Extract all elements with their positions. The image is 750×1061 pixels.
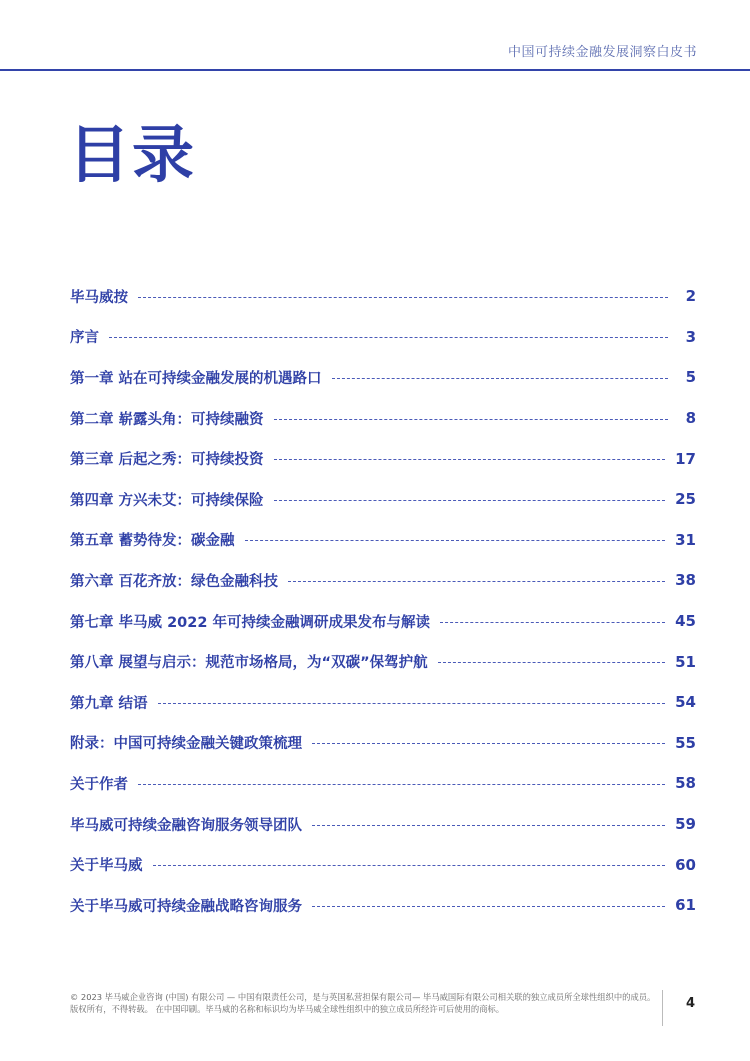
toc-entry-label: 附录：中国可持续金融关键政策梳理 xyxy=(70,736,302,753)
toc-entry[interactable] xyxy=(70,723,696,764)
toc-leader-dots xyxy=(109,337,668,338)
toc-entry-page: 54 xyxy=(675,693,696,712)
toc-leader-dots xyxy=(288,581,665,582)
toc-entry[interactable] xyxy=(70,276,696,317)
toc-entry-label: 关于毕马威可持续金融战略咨询服务 xyxy=(70,898,302,915)
toc-leader-dots xyxy=(153,865,666,866)
toc-leader-dots xyxy=(274,500,666,501)
toc-entry-label: 第七章 毕马威 2022 年可持续金融调研成果发布与解读 xyxy=(70,614,430,631)
toc-leader-dots xyxy=(332,378,668,379)
toc-entry[interactable] xyxy=(70,520,696,561)
toc-entry-label: 关于毕马威 xyxy=(70,858,143,875)
toc-entry[interactable] xyxy=(70,641,696,682)
toc-leader-dots xyxy=(138,784,665,785)
toc-entry[interactable] xyxy=(70,479,696,520)
toc-entry-page: 17 xyxy=(675,449,696,468)
toc-entry[interactable] xyxy=(70,398,696,439)
toc-leader-dots xyxy=(158,703,666,704)
toc-entry[interactable] xyxy=(70,357,696,398)
header-divider xyxy=(0,69,750,71)
document-title: 中国可持续金融发展洞察白皮书 xyxy=(507,45,697,60)
toc-entry-label: 序言 xyxy=(70,330,99,347)
toc-entry-page: 59 xyxy=(675,815,696,834)
toc-entry[interactable] xyxy=(70,438,696,479)
toc-entry[interactable] xyxy=(70,601,696,642)
toc-leader-dots xyxy=(312,825,665,826)
page-title: 目录 xyxy=(68,118,197,191)
toc-entry-label: 第四章 方兴未艾：可持续保险 xyxy=(70,492,264,509)
toc-entry-page: 61 xyxy=(675,896,696,915)
toc-entry-page: 45 xyxy=(675,612,696,631)
rights-line: 版权所有，不得转载。 在中国印刷。毕马威的名称和标识均为毕马威全球性组织中的独立成员所经许可后使用的商标。 xyxy=(70,1004,505,1014)
page-number: 4 xyxy=(686,996,696,1011)
toc-entry-page: 5 xyxy=(685,368,696,387)
toc-leader-dots xyxy=(438,662,666,663)
toc-entry-label: 毕马威可持续金融咨询服务领导团队 xyxy=(70,817,302,834)
toc-entry-label: 第三章 后起之秀：可持续投资 xyxy=(70,452,264,469)
toc-entry-page: 51 xyxy=(675,652,696,671)
toc-entry-label: 第五章 蓄势待发：碳金融 xyxy=(70,533,235,550)
toc-entry[interactable] xyxy=(70,560,696,601)
toc-entry-page: 58 xyxy=(675,774,696,793)
toc-leader-dots xyxy=(312,906,665,907)
toc-entry-page: 38 xyxy=(675,571,696,590)
toc-entry-page: 55 xyxy=(675,733,696,752)
toc-entry-page: 3 xyxy=(685,327,696,346)
footer-divider xyxy=(662,990,663,1026)
toc-entry-page: 2 xyxy=(685,287,696,306)
toc-entry-label: 第二章 崭露头角：可持续融资 xyxy=(70,411,264,428)
copyright-notice xyxy=(70,991,660,1015)
toc-entry[interactable] xyxy=(70,844,696,885)
toc-leader-dots xyxy=(245,540,666,541)
copyright-line: © 2023 毕马威企业咨询 (中国) 有限公司 — 中国有限责任公司，是与英国私营担保有限公司— 毕马威国际有限公司相关联的独立成员所全球性组织中的成员。 xyxy=(70,992,656,1002)
toc-entry-label: 关于作者 xyxy=(70,776,128,793)
toc-entry[interactable] xyxy=(70,682,696,723)
toc-entry-label: 毕马威按 xyxy=(70,289,128,306)
toc-entry-label: 第一章 站在可持续金融发展的机遇路口 xyxy=(70,370,322,387)
toc-entry[interactable] xyxy=(70,885,696,926)
table-of-contents xyxy=(70,276,696,926)
toc-entry-label: 第八章 展望与启示：规范市场格局，为“双碳”保驾护航 xyxy=(70,655,428,672)
toc-entry-page: 25 xyxy=(675,490,696,509)
toc-leader-dots xyxy=(440,622,665,623)
toc-leader-dots xyxy=(138,297,668,298)
toc-leader-dots xyxy=(274,419,668,420)
toc-entry[interactable] xyxy=(70,804,696,845)
toc-entry-label: 第六章 百花齐放：绿色金融科技 xyxy=(70,573,279,590)
toc-entry-page: 8 xyxy=(685,409,696,428)
toc-leader-dots xyxy=(312,743,665,744)
toc-entry-page: 31 xyxy=(675,530,696,549)
toc-entry-label: 第九章 结语 xyxy=(70,695,148,712)
toc-entry[interactable] xyxy=(70,763,696,804)
toc-leader-dots xyxy=(274,459,666,460)
toc-entry-page: 60 xyxy=(675,855,696,874)
toc-entry[interactable] xyxy=(70,317,696,358)
